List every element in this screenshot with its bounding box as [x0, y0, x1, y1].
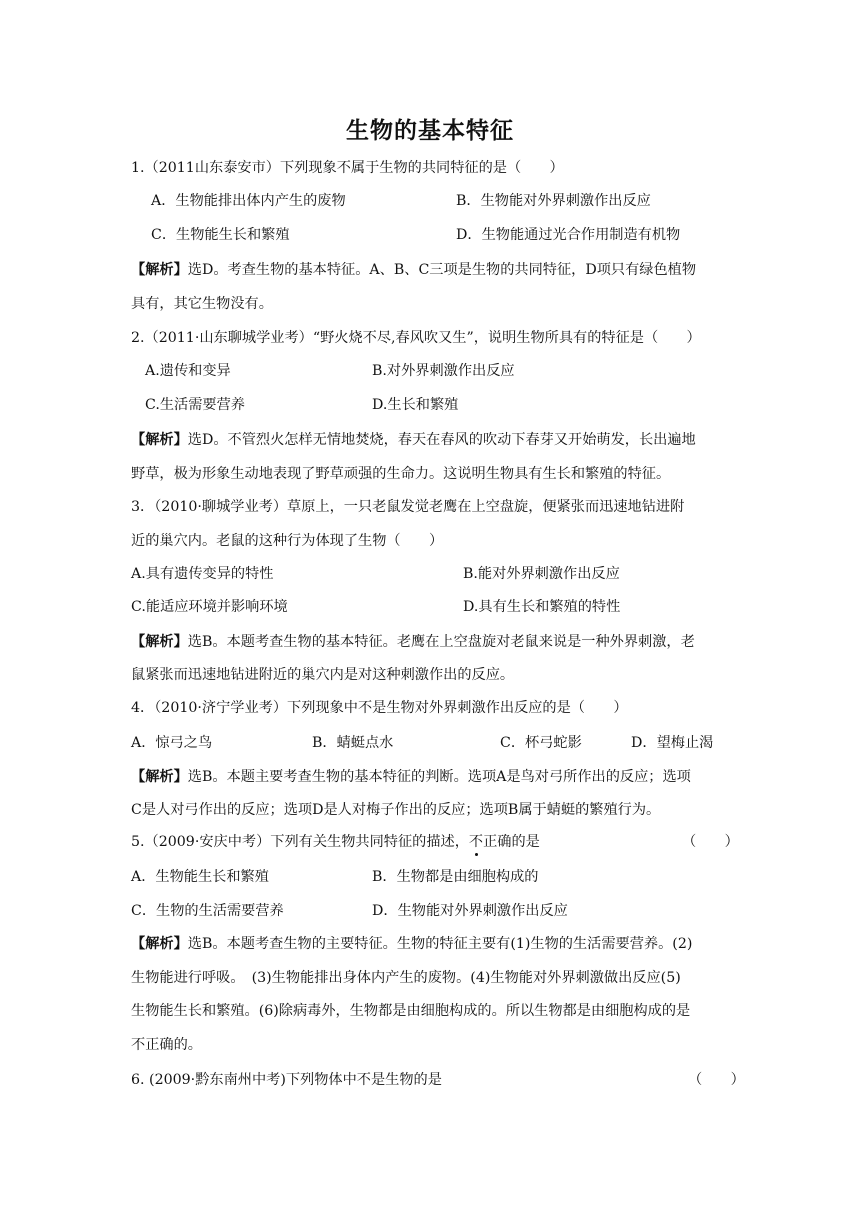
q5-explanation-cont-2: 生物能生长和繁殖。(6)除病毒外，生物都是由细胞构成的。所以生物都是由细胞构成的是	[131, 1003, 691, 1019]
explanation-tag: 【解析】	[131, 634, 188, 650]
q3-option-c: C.能适应环境并影响环境	[131, 599, 288, 615]
q1-stem: 1.（2011山东泰安市）下列现象不属于生物的共同特征的是（ ）	[131, 160, 564, 176]
q5-stem	[131, 832, 540, 852]
explanation-tag: 【解析】	[131, 769, 188, 785]
q4-option-a: A．惊弓之鸟	[131, 735, 213, 751]
q3-explanation-cont: 鼠紧张而迅速地钻进附近的巢穴内是对这种刺激作出的反应。	[131, 667, 515, 683]
q1-option-d: D．生物能通过光合作用制造有机物	[456, 227, 681, 243]
q5-option-b: B．生物都是由细胞构成的	[372, 869, 539, 885]
q1-option-a: A．生物能排出体内产生的废物	[151, 193, 346, 209]
q6-stem: 6. (2009·黔东南州中考)下列物体中不是生物的是	[131, 1072, 442, 1088]
explanation-tag: 【解析】	[131, 262, 188, 278]
q3-option-a: A.具有遗传变异的特性	[131, 566, 274, 582]
q2-option-a: A.遗传和变异	[145, 363, 231, 379]
q5-option-c: C．生物的生活需要营养	[131, 903, 284, 919]
q5-option-a: A．生物能生长和繁殖	[131, 869, 269, 885]
q4-stem: 4．（2010·济宁学业考）下列现象中不是生物对外界刺激作出反应的是（ ）	[131, 700, 628, 716]
q3-option-d: D.具有生长和繁殖的特性	[463, 599, 621, 615]
q4-option-d: D．望梅止渴	[631, 735, 714, 751]
explanation-text: 选D。考查生物的基本特征。A、B、C三项是生物的共同特征，D项只有绿色植物	[187, 262, 697, 278]
q2-explanation	[131, 430, 696, 450]
explanation-text: 选B。本题考查生物的基本特征。老鹰在上空盘旋对老鼠来说是一种外界刺激，老	[187, 634, 695, 650]
explanation-text: 选B。本题考查生物的主要特征。生物的特征主要有(1)生物的生活需要营养。(2)	[187, 936, 693, 952]
q6-answer-paren: （ ）	[688, 1072, 745, 1088]
q5-stem-text-end: 正确的是	[483, 834, 540, 850]
q3-stem-cont: 近的巢穴内。老鼠的这种行为体现了生物（ ）	[131, 533, 444, 549]
q4-explanation	[131, 767, 691, 787]
explanation-text: 选D。不管烈火怎样无情地焚烧，春天在春风的吹动下春芽又开始萌发，长出遍地	[187, 432, 696, 448]
q4-explanation-cont: C是人对弓作出的反应；选项D是人对梅子作出的反应；选项B属于蜻蜓的繁殖行为。	[131, 802, 661, 818]
q2-option-b: B.对外界刺激作出反应	[372, 363, 515, 379]
q5-option-d: D．生物能对外界刺激作出反应	[372, 903, 568, 919]
q5-explanation-cont-1: 生物能进行呼吸。 (3)生物能排出身体内产生的废物。(4)生物能对外界刺激做出反应(5)	[131, 970, 681, 986]
q1-explanation	[131, 260, 696, 280]
q2-stem: 2.（2011·山东聊城学业考）“野火烧不尽,春风吹又生”，说明生物所具有的特征是（ ）	[131, 330, 701, 346]
explanation-text: 选B。本题主要考查生物的基本特征的判断。选项A是鸟对弓所作出的反应；选项	[187, 769, 691, 785]
explanation-tag: 【解析】	[131, 936, 188, 952]
page-title: 生物的基本特征	[346, 118, 514, 144]
q1-option-c: C．生物能生长和繁殖	[151, 227, 290, 243]
q2-option-c: C.生活需要营养	[145, 397, 245, 413]
explanation-tag: 【解析】	[131, 432, 188, 448]
q3-explanation	[131, 632, 695, 652]
q5-explanation	[131, 934, 692, 954]
q2-explanation-cont: 野草，极为形象生动地表现了野草顽强的生命力。这说明生物具有生长和繁殖的特征。	[131, 466, 671, 482]
q4-option-b: B．蜻蜓点水	[312, 735, 394, 751]
q2-option-d: D.生长和繁殖	[372, 397, 459, 413]
q5-stem-text: 5.（2009·安庆中考）下列有关生物共同特征的描述，	[131, 834, 469, 850]
q3-stem: 3．（2010·聊城学业考）草原上，一只老鼠发觉老鹰在上空盘旋，便紧张而迅速地钻进附	[131, 499, 685, 515]
q1-option-b: B．生物能对外界刺激作出反应	[456, 193, 651, 209]
q5-answer-paren: （ ）	[682, 834, 739, 850]
q3-option-b: B.能对外界刺激作出反应	[463, 566, 620, 582]
q1-explanation-cont: 具有，其它生物没有。	[131, 296, 273, 312]
emphasis-dot-text: 不	[468, 834, 484, 850]
q5-explanation-cont-3: 不正确的。	[131, 1037, 202, 1053]
q4-option-c: C．杯弓蛇影	[500, 735, 582, 751]
